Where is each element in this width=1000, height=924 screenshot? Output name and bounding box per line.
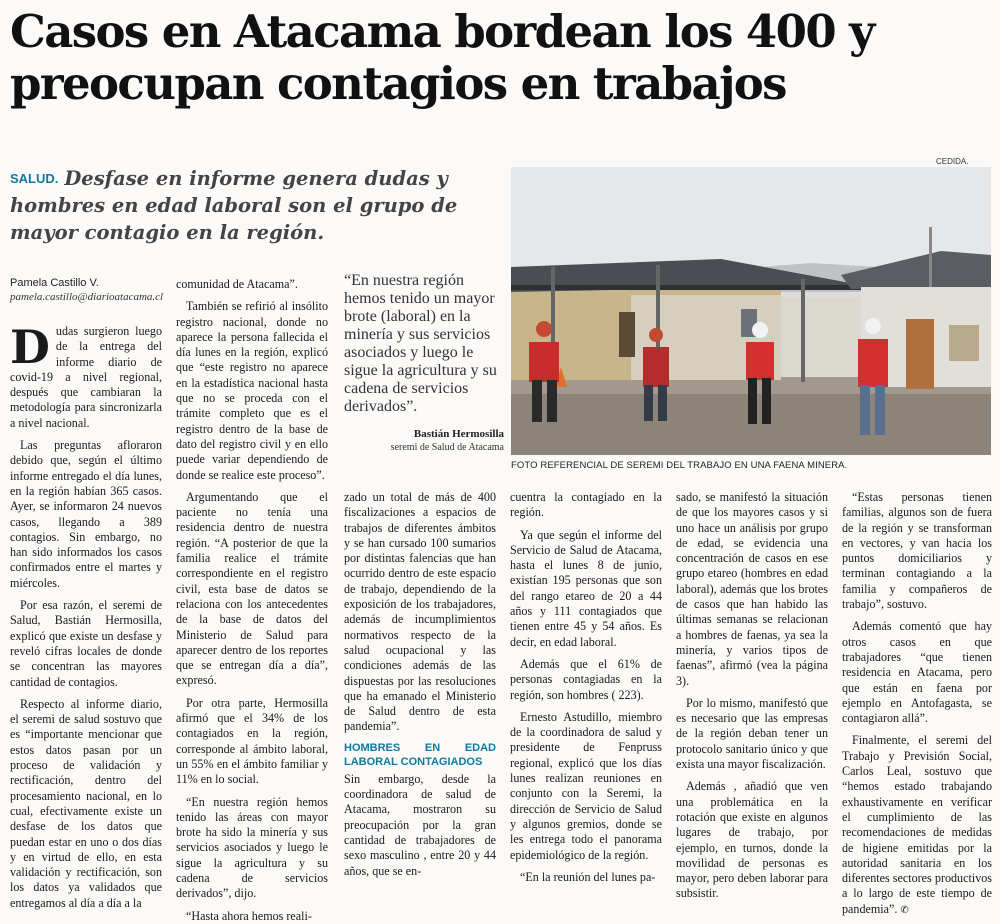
article-column-2: [176, 277, 328, 924]
byline-name: Pamela Castillo V.: [10, 277, 99, 289]
byline: [10, 277, 170, 303]
headline-line-2: preocupan contagios en trabajos: [10, 57, 786, 110]
headline: [10, 6, 990, 110]
paragraph: Argumentando que el paciente no tenía una residencia dentro de nuestra región. “A posterior de que la familia realice el trámite correspondiente en el registro civil, esta base de datos se relaciona con los antecedentes de la base de datos del Ministerio de Salud para aparecer dentro de los reportes que se entregan día a día”, expresó.: [176, 489, 328, 688]
pull-quote-author: Bastián Hermosilla: [413, 428, 504, 440]
paragraph: “Hasta ahora hemos reali-: [186, 908, 312, 923]
paragraph-text: Finalmente, el seremi del Trabajo y Previsión Social, Carlos Leal, sostuvo que “hemos estado trabajando exhaustivamente en verificar el cumplimiento de las recomendaciones de medidas de higiene emitidas por la autoridad sanitaria en los diferentes sectores productivos a lo largo de este tiempo de pandemia”.: [842, 733, 992, 916]
paragraph: “En la reunión del lunes pa-: [520, 869, 656, 884]
article-column-5: [676, 490, 828, 902]
headline-line-1: Casos en Atacama bordean los 400 y: [10, 5, 874, 58]
paragraph: Por esa razón, el seremi de Salud, Bastián Hermosilla, explicó que existe un desfase y reveló cifras locales de donde se concentran las mayores cantidad de contagios.: [10, 598, 162, 689]
article-column-3: [344, 490, 496, 879]
paragraph: Sin embargo, desde la coordinadora de salud de Atacama, mostraron su preocupación por la gran cantidad de trabajadores de sexo masculino , entre 20 y 44 años, que se en-: [344, 771, 496, 878]
article-column-1: [10, 320, 162, 911]
paragraph: comunidad de Atacama”.: [176, 277, 298, 291]
paragraph: También se refirió al insólito registro nacional, donde no aparece la persona fallecida el día lunes en la región, explicó que “este registro no aparece en la estadística nacional hasta que no se proceda con el trámite completo que es el registro dentro de la base de dato del registro civil y en ello puede variar dependiendo de donde se realice este proceso”.: [176, 299, 328, 482]
article-subhead: HOMBRES EN EDAD LABORAL CONTAGIADOS: [344, 741, 496, 768]
paragraph: Ya que según el informe del Servicio de Salud de Atacama, hasta el lunes 8 de junio, existían 195 personas que son del rango etareo de 20 a 44 años y 111 contagiados que tienen entre 45 y 54 años. Es decir, en edad laboral.: [510, 527, 662, 649]
byline-email: pamela.castillo@diarioatacama.cl: [10, 291, 164, 303]
paragraph-text: udas surgieron luego de la entrega del informe diario de covid-19 a nivel regional, después que cambiaran la metodología para sincronizarla a nivel nacional.: [10, 324, 162, 430]
paragraph: [10, 320, 162, 431]
drop-cap: D: [10, 320, 50, 374]
paragraph: Respecto al informe diario, el seremi de salud sostuvo que es “importante mencionar que estos datos pasan por un proceso de validación y rectificación, dentro del procesamiento nacional, en lo cual, efectivamente existe un desfase de los datos que puedan estar en uno o dos días y en virtud de ello, en esta validación y rectificación, son los datos ya validados que entregamos al día a día a la: [10, 696, 162, 910]
bajada: [10, 165, 480, 246]
paragraph: “En nuestra región hemos tenido las áreas con mayor brote ha sido la minería y sus servicios asociados y luego le sigue la agricultura y su cadena de servicios derivados”, dijo.: [176, 794, 328, 901]
article-column-4: [510, 490, 662, 885]
paragraph: sado, se manifestó la situación de que los mayores casos y si uno hace un análisis por grupo de edad, se evidencia una concentración de casos en ese grupo etareo (hombres en edad laboral), además que los brotes de casos que han habido las últimas semanas se relacionan a hombres de faenas, ya sea la minería, y varios tipos de faenas”, afirmó (vea la página 3).: [676, 490, 828, 688]
paragraph: Además , añadió que ven una problemática en la rotación que existe en algunos lugares de trabajo, por ejemplo, en turnos, donde la movilidad de personas es mayor, pero deben laborar para subsistir.: [676, 779, 828, 901]
section-tag: SALUD.: [10, 171, 59, 186]
paragraph: Por lo mismo, manifestó que es necesario que las empresas de la región deban tener un protocolo sanitario único y que exista una mayor fiscalización.: [676, 695, 828, 772]
pull-quote: [344, 272, 504, 453]
paragraph: Además que el 61% de personas contagiadas en la región, son hombres ( 223).: [510, 656, 662, 702]
pull-quote-role: seremi de Salud de Atacama: [390, 442, 504, 453]
paragraph: Ernesto Astudillo, miembro de la coordinadora de salud y presidente de Fenpruss regional, explicó que los días lunes realizan reuniones en conjunto con la Seremi, la dirección de Servicio de Salud y algunos gremios, donde se les entrega todo el panorama epidemiológico de la región.: [510, 709, 662, 862]
paragraph: Además comentó que hay otros casos en que trabajadores “que tienen residencia en Atacama, pero que están en faena por ejemplo en Antofagasta, se contagiaron allá”.: [842, 619, 992, 726]
photo-credit: CEDIDA.: [936, 157, 969, 166]
bajada-text: Desfase en informe genera dudas y hombres en edad laboral son el grupo de mayor contagio en la región.: [10, 167, 458, 244]
pull-quote-text: “En nuestra región hemos tenido un mayor brote (laboral) en la minería y sus servicios asociados y luego le sigue la agricultura y su cadena de servicios derivados”.: [344, 272, 497, 415]
paragraph: “Estas personas tienen familias, algunos son de fuera de la región y se transforman en vectores, y van hacia los puntos domiciliarios y terminan contagiando a la familia y compañeros de trabajo”, sostuvo.: [842, 490, 992, 612]
article-column-6: [842, 490, 992, 918]
article-photo: [511, 167, 991, 455]
paragraph: cuentra la contagiado en la región.: [510, 490, 662, 520]
paragraph: Por otra parte, Hermosilla afirmó que el 34% de los contagiados en la región, corresponde al ámbito laboral, un 55% en el ámbito familiar y 11% en lo social.: [176, 695, 328, 787]
photo-caption: FOTO REFERENCIAL DE SEREMI DEL TRABAJO EN UNA FAENA MINERA.: [511, 460, 848, 471]
paragraph: zado un total de más de 400 fiscalizaciones a espacios de trabajos de diferentes ámbitos y se han cursado 100 sumarios por distintas falencias que han ocurrido dentro de este espacio de trabajo, dependiendo de la exposición de los trabajadores, además de incumplimientos normativos respecto de la salud ocupacional y las condiciones además de las dispuestas por las resoluciones que ha emanado el Ministerio de Salud dentro de esta pandemia”.: [344, 490, 496, 734]
end-mark-icon: ✆: [900, 904, 909, 916]
paragraph: [842, 733, 992, 918]
paragraph: Las preguntas afloraron debido que, según el último informe entregado el día lunes, en la región habían 365 casos. Ayer, se informaron 24 nuevos casos, llegando a 389 contagios. Sin embargo, no han sido informados los casos confirmados entre el martes y miércoles.: [10, 438, 162, 590]
